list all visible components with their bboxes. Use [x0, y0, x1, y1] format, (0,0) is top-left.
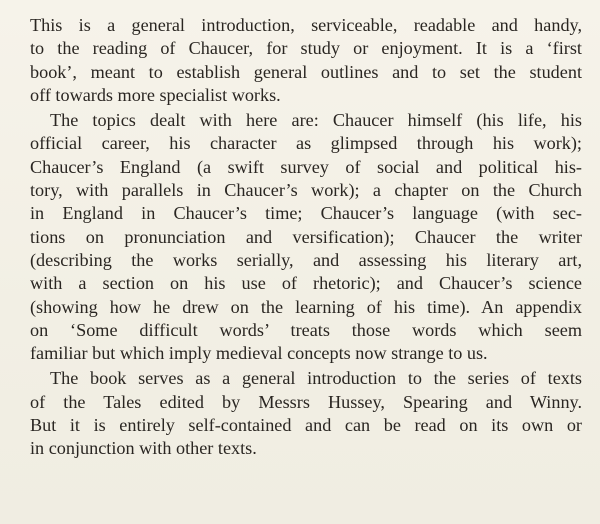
text-line: tions on pronunciation and versification); Chaucer the writer — [30, 226, 582, 247]
text-line: to the reading of Chaucer, for study or enjoyment. It is a ‘first — [30, 38, 582, 59]
text-line: (showing how he drew on the learning of his time). An appendix — [30, 296, 582, 317]
text-line: familiar but which imply medieval concepts now strange to us. — [30, 343, 488, 364]
text-line: This is a general introduction, serviceable, readable and handy, — [30, 15, 582, 35]
text-line: with a section on his use of rhetoric); and Chaucer’s science — [30, 273, 582, 294]
text-line: on ‘Some difficult words’ treats those words which seem — [30, 319, 582, 340]
paragraph-introduction — [30, 14, 582, 107]
paragraph-series — [30, 367, 582, 460]
text-line: book’, meant to establish general outlines and to set the student — [30, 61, 582, 82]
paragraph-topics — [30, 109, 582, 365]
text-line: of the Tales edited by Messrs Hussey, Spearing and Winny. — [30, 391, 582, 412]
text-line: The book serves as a general introduction to the series of texts — [50, 368, 582, 389]
text-line: official career, his character as glimpsed through his work); — [30, 133, 582, 154]
text-line: tory, with parallels in Chaucer’s work); a chapter on the Church — [30, 180, 582, 201]
text-line: Chaucer’s England (a swift survey of social and political his- — [30, 156, 582, 177]
text-line: in conjunction with other texts. — [30, 438, 257, 459]
text-line: (describing the works serially, and assessing his literary art, — [30, 249, 582, 270]
text-line: The topics dealt with here are: Chaucer himself (his life, his — [50, 110, 582, 131]
body-text — [30, 14, 582, 461]
text-line: in England in Chaucer’s time; Chaucer’s language (with sec- — [30, 203, 582, 224]
text-line: But it is entirely self-contained and can be read on its own or — [30, 415, 582, 436]
text-line: off towards more specialist works. — [30, 84, 281, 105]
